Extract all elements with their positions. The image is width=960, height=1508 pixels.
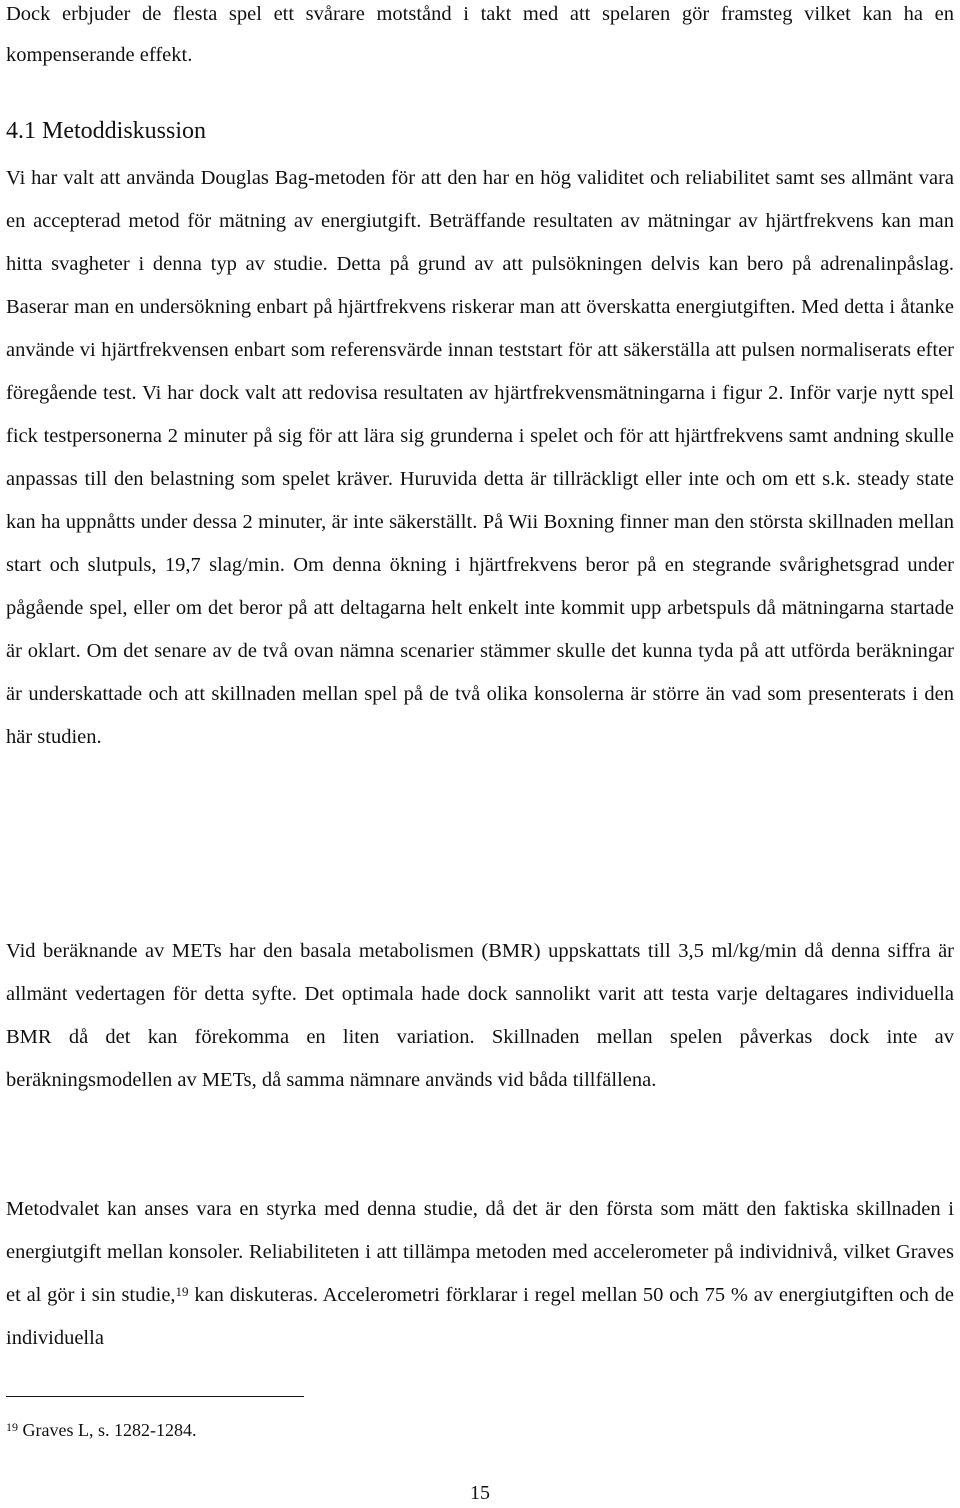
section-number: 4.1: [6, 118, 36, 144]
footnote-divider: [6, 1396, 304, 1397]
section-heading: [6, 111, 206, 151]
section-title: Metoddiskussion: [42, 118, 207, 144]
page-number: 15: [470, 1482, 490, 1504]
paragraph-method-choice: [6, 1188, 954, 1360]
footnote-mark: 19: [6, 1420, 18, 1434]
paragraph-method-discussion: Vi har valt att använda Douglas Bag-metoden för att den har en hög validitet och reliabilitet samt ses allmänt vara en accepterad metod för mätning av energiutgift. Beträffande resultaten av mätningar av hjärtfrekvens kan man hitta svagheter i denna typ av studie. Detta på grund av att pulsökningen delvis kan bero på adrenalinpåslag. Baserar man en undersökning enbart på hjärtfrekvens riskerar man att överskatta energiutgiften. Med detta i åtanke använde vi hjärtfrekvensen enbart som referensvärde innan teststart för att säkerställa att pulsen normaliserats efter föregående test. Vi har dock valt att redovisa resultaten av hjärtfrekvensmätningarna i figur 2. Inför varje nytt spel fick testpersonerna 2 minuter på sig för att lära sig grunderna i spelet och för att hjärtfrekvens samt andning skulle anpassas till den belastning som spelet kräver. Huruvida detta är tillräckligt eller inte och om ett s.k. steady state kan ha uppnåtts under dessa 2 minuter, är inte säkerställt. På Wii Boxning finner man den största skillnaden mellan start och slutpuls, 19,7 slag/min. Om denna ökning i hjärtfrekvens beror på en stegrande svårighetsgrad under pågående spel, eller om det beror på att deltagarna helt enkelt inte kommit upp arbetspuls då mätningarna startade är oklart. Om det senare av de två ovan nämna scenarier stämmer skulle det kunna tyda på att utförda beräkningar är underskattade och att skillnaden mellan spel på de två olika konsolerna är större än vad som presenterats i den här studien.: [6, 167, 954, 748]
intro-paragraph: Dock erbjuder de flesta spel ett svårare motstånd i takt med att spelaren gör framsteg vilket kan ha en kompenserande effekt.: [6, 3, 954, 66]
footnote: [6, 1416, 196, 1444]
paragraph-mets: Vid beräknande av METs har den basala metabolismen (BMR) uppskattats till 3,5 ml/kg/min då denna siffra är allmänt vedertagen för detta syfte. Det optimala hade dock sannolikt varit att testa varje deltagares individuella BMR då det kan förekomma en liten variation. Skillnaden mellan spelen påverkas dock inte av beräkningsmodellen av METs, då samma nämnare används vid båda tillfällena.: [6, 940, 954, 1091]
footnote-reference: 19: [175, 1284, 189, 1299]
paragraph-method-choice-text-a: Metodvalet kan anses vara en styrka med denna studie, då det är den första som mätt den faktiska skillnaden i energiutgift mellan konsoler. Reliabiliteten i att tillämpa metoden med accelerometer på individnivå, vilket Graves et al gör i sin studie,: [6, 1198, 954, 1306]
footnote-text: Graves L, s. 1282-1284.: [18, 1420, 197, 1440]
paragraph-method-choice-text-b: kan diskuteras. Accelerometri förklarar i regel mellan 50 och 75 % av energiutgiften och de individuella: [6, 1284, 954, 1349]
